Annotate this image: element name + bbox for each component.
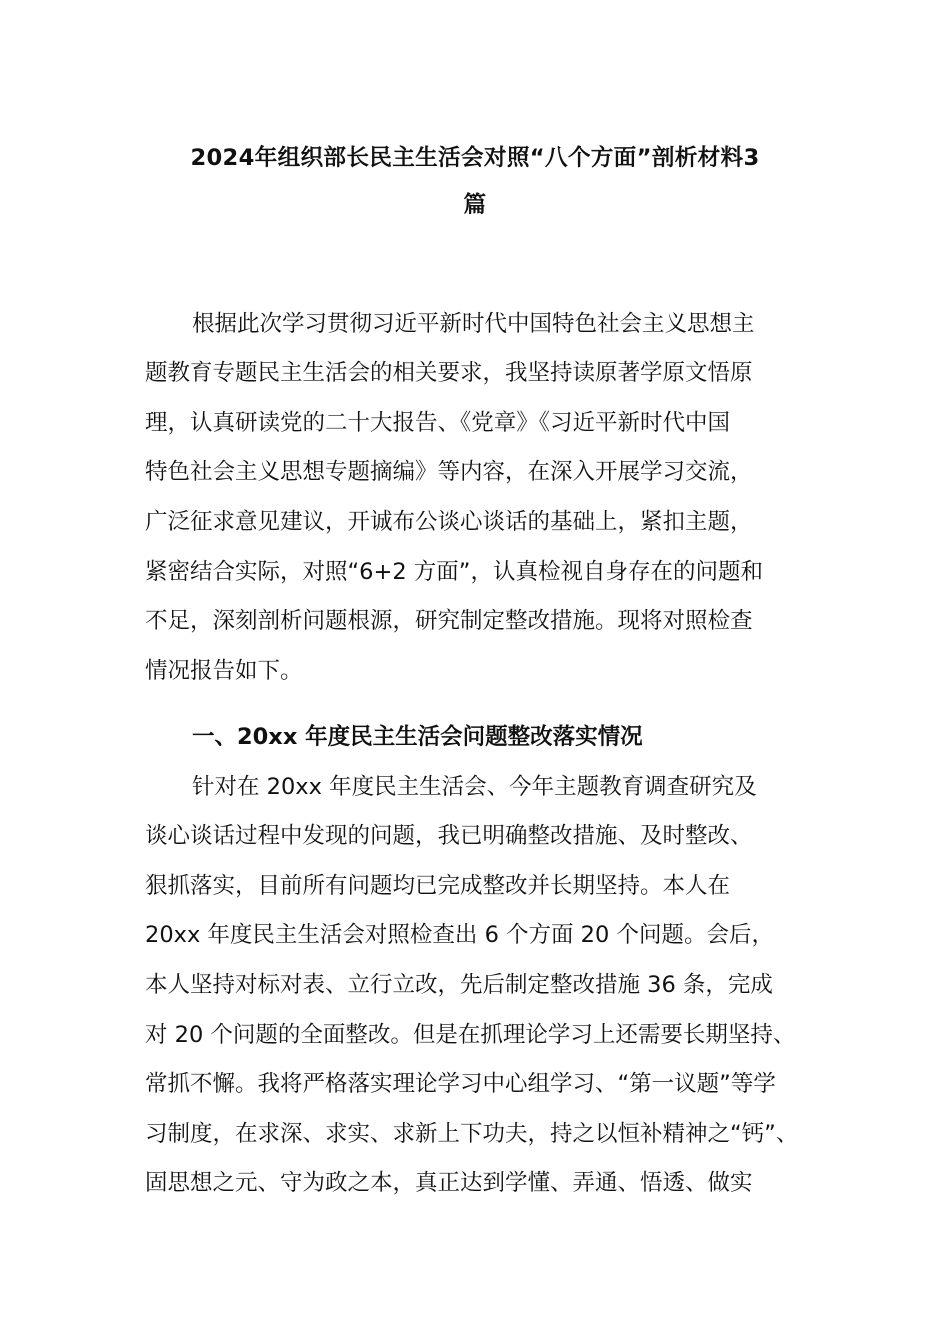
paragraph-2-line: 本人坚持对标对表、立行立改，先后制定整改措施 36 条，完成	[145, 972, 773, 998]
paragraph-2-line: 20xx 年度民主生活会对照检查出 6 个方面 20 个问题。会后，	[145, 922, 774, 948]
paragraph-1-line: 根据此次学习贯彻习近平新时代中国特色社会主义思想主	[192, 311, 755, 337]
paragraph-2-line: 狠抓落实，目前所有问题均已完成整改并长期坚持。本人在	[145, 873, 731, 899]
paragraph-2-line: 习制度，在求深、求实、求新上下功夫，持之以恒补精神之“钙”、	[145, 1121, 799, 1147]
document-title-line-2: 篇	[463, 192, 487, 218]
paragraph-1-line: 不足，深刻剖析问题根源，研究制定整改措施。现将对照检查	[145, 608, 753, 634]
paragraph-1-line: 理，认真研读党的二十大报告、《党章》《习近平新时代中国	[145, 410, 731, 436]
paragraph-2-line: 谈心谈话过程中发现的问题，我已明确整改措施、及时整改、	[145, 823, 753, 849]
document-title-line-1: 2024年组织部长民主生活会对照“八个方面”剖析材料3	[190, 145, 760, 171]
paragraph-1-line: 广泛征求意见建议，开诚布公谈心谈话的基础上，紧扣主题，	[145, 509, 753, 535]
paragraph-1-line: 情况报告如下。	[145, 658, 303, 684]
paragraph-1-line: 紧密结合实际，对照“6+2 方面”，认真检视自身存在的问题和	[145, 559, 763, 585]
paragraph-2-line: 常抓不懈。我将严格落实理论学习中心组学习、“第一议题”等学	[145, 1071, 776, 1097]
paragraph-2-line: 针对在 20xx 年度民主生活会、今年主题教育调查研究及	[192, 774, 757, 800]
paragraph-1-line: 特色社会主义思想专题摘编》等内容，在深入开展学习交流，	[145, 459, 753, 485]
paragraph-2-line: 固思想之元、守为政之本，真正达到学懂、弄通、悟透、做实	[145, 1170, 753, 1196]
paragraph-1-line: 题教育专题民主生活会的相关要求，我坚持读原著学原文悟原	[145, 360, 753, 386]
section-1-heading: 一、20xx 年度民主生活会问题整改落实情况	[192, 724, 643, 750]
paragraph-2-line: 对 20 个问题的全面整改。但是在抓理论学习上还需要长期坚持、	[145, 1022, 796, 1048]
